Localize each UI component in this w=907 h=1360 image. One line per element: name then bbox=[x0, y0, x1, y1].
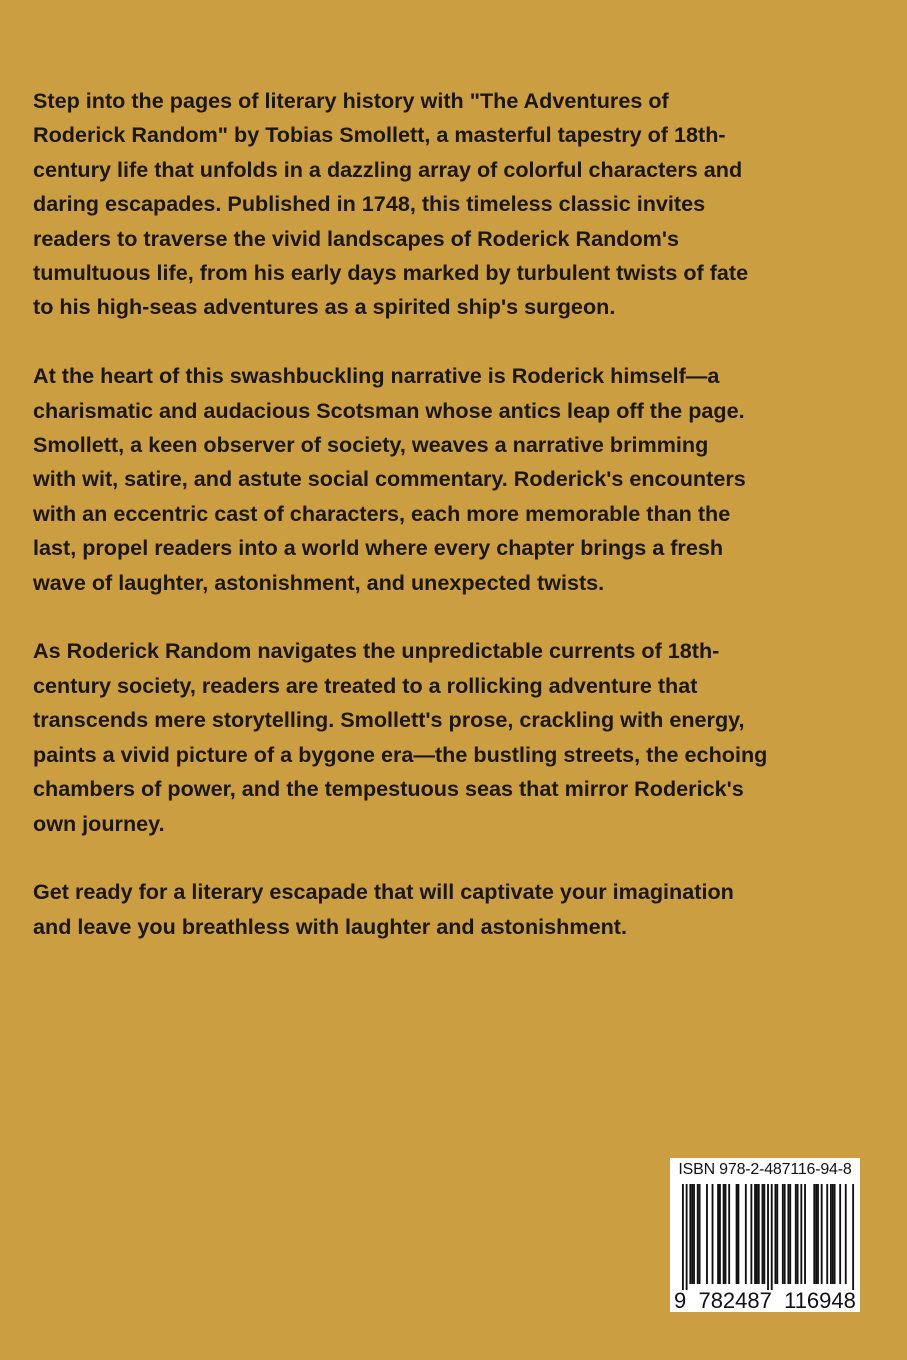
blurb-line: Smollett, a keen observer of society, weaves a narrative brimming bbox=[33, 432, 709, 458]
barcode-bar bbox=[839, 1184, 841, 1284]
blurb-line: with an eccentric cast of characters, each more memorable than the bbox=[33, 500, 731, 526]
blurb-line: century life that unfolds in a dazzling array of colorful characters and bbox=[33, 156, 743, 182]
blurb-line: wave of laughter, astonishment, and unexpected twists. bbox=[33, 569, 605, 595]
barcode-bar bbox=[691, 1184, 693, 1284]
isbn-barcode bbox=[670, 1158, 860, 1312]
barcode-bar bbox=[776, 1184, 778, 1284]
barcode-bar bbox=[767, 1184, 769, 1290]
blurb-paragraph bbox=[33, 84, 893, 325]
barcode-bar bbox=[826, 1184, 828, 1284]
barcode-bar bbox=[725, 1184, 727, 1284]
barcode-bar bbox=[771, 1184, 773, 1290]
blurb-line: tumultuous life, from his early days marked by turbulent twists of fate bbox=[33, 260, 749, 286]
barcode-bar bbox=[762, 1184, 764, 1284]
barcode-bar bbox=[852, 1184, 854, 1290]
barcode-bar bbox=[686, 1184, 688, 1290]
blurb-line: last, propel readers into a world where every chapter brings a fresh bbox=[33, 535, 724, 561]
blurb-line: own journey. bbox=[33, 810, 165, 836]
barcode-bar bbox=[750, 1184, 752, 1284]
blurb-line: to his high-seas adventures as a spirited ship's surgeon. bbox=[33, 294, 616, 320]
barcode-bar bbox=[797, 1184, 799, 1284]
barcode-bar bbox=[728, 1184, 730, 1284]
barcode-bar bbox=[697, 1184, 699, 1284]
blurb-line: with wit, satire, and astute social commentary. Roderick's encounters bbox=[33, 466, 746, 492]
barcode-bar bbox=[800, 1184, 802, 1284]
barcode-bar bbox=[832, 1184, 834, 1284]
barcode-bar bbox=[834, 1184, 836, 1284]
isbn-label: ISBN 978-2-487116-94-8 bbox=[678, 1161, 852, 1178]
barcode-bar bbox=[787, 1184, 789, 1284]
barcode-bar bbox=[845, 1184, 847, 1284]
barcode-bar bbox=[815, 1184, 817, 1284]
barcode-bar bbox=[706, 1184, 708, 1284]
barcode-bars bbox=[675, 1182, 855, 1290]
barcode-bar bbox=[817, 1184, 819, 1284]
barcode-bar bbox=[682, 1184, 684, 1290]
blurb-line: and leave you breathless with laughter and astonishment. bbox=[33, 913, 627, 939]
barcode-bar bbox=[763, 1184, 765, 1284]
blurb-line: As Roderick Random navigates the unpredictable currents of 18th- bbox=[33, 638, 720, 664]
barcode-bar bbox=[689, 1184, 691, 1284]
blurb-line: century society, readers are treated to a rollicking adventure that bbox=[33, 672, 698, 698]
barcode-bar bbox=[775, 1184, 777, 1284]
blurb-line: charismatic and audacious Scotsman whose antics leap off the page. bbox=[33, 397, 745, 423]
barcode-bar bbox=[758, 1184, 760, 1284]
barcode-bar bbox=[719, 1184, 721, 1284]
barcode-bar bbox=[699, 1184, 701, 1284]
blurb-line: readers to traverse the vivid landscapes of Roderick Random's bbox=[33, 225, 679, 251]
blurb-line: chambers of power, and the tempestuous seas that mirror Roderick's bbox=[33, 776, 744, 802]
barcode-bar bbox=[717, 1184, 719, 1284]
barcode-bar bbox=[821, 1184, 823, 1284]
barcode-bar bbox=[738, 1184, 740, 1284]
barcode-bar bbox=[754, 1184, 756, 1284]
barcode-bar bbox=[693, 1184, 695, 1284]
barcode-bar bbox=[782, 1184, 784, 1284]
blurb-line: Roderick Random" by Tobias Smollett, a masterful tapestry of 18th- bbox=[33, 122, 726, 148]
barcode-bar bbox=[712, 1184, 714, 1284]
blurb-line: transcends mere storytelling. Smollett's prose, crackling with energy, bbox=[33, 707, 745, 733]
barcode-bar bbox=[784, 1184, 786, 1284]
back-cover-blurb bbox=[33, 84, 893, 979]
blurb-line: Step into the pages of literary history with "The Adventures of bbox=[33, 88, 669, 113]
blurb-paragraph bbox=[33, 359, 893, 600]
barcode-bar bbox=[756, 1184, 758, 1284]
blurb-line: daring escapades. Published in 1748, this timeless classic invites bbox=[33, 191, 706, 217]
barcode-bar bbox=[795, 1184, 797, 1284]
barcode-bar bbox=[736, 1184, 738, 1284]
blurb-line: Get ready for a literary escapade that will captivate your imagination bbox=[33, 879, 734, 905]
blurb-line: paints a vivid picture of a bygone era—the bustling streets, the echoing bbox=[33, 741, 768, 767]
barcode-bar bbox=[830, 1184, 832, 1284]
blurb-paragraph bbox=[33, 634, 893, 840]
barcode-bar bbox=[723, 1184, 725, 1284]
blurb-paragraph bbox=[33, 875, 893, 944]
barcode-bar bbox=[745, 1184, 747, 1284]
blurb-line: At the heart of this swashbuckling narrative is Roderick himself—a bbox=[33, 363, 720, 389]
barcode-bar bbox=[813, 1184, 815, 1284]
barcode-bar bbox=[804, 1184, 806, 1284]
barcode-bar bbox=[789, 1184, 791, 1284]
barcode-digits: 9 782487 116948 bbox=[674, 1288, 856, 1313]
